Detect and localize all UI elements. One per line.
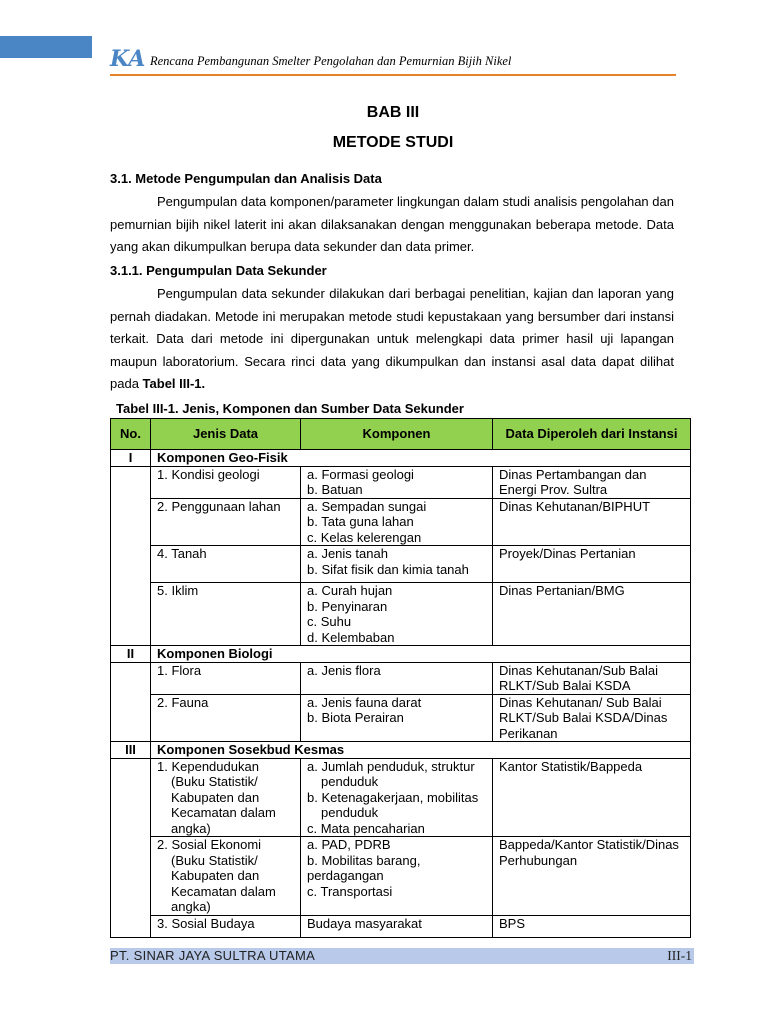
cell-komponen [301,546,493,583]
cell-instansi: Kantor Statistik/Bappeda [493,758,691,837]
cell-komponen [301,583,493,646]
komponen-item: b. Ketenagakerjaan, mobilitas penduduk [307,789,479,820]
komponen-item: c. Transportasi [307,883,393,899]
table-row [111,466,691,498]
section-number: III [111,742,151,759]
komponen-item: a. Formasi geologi [307,466,414,482]
section-title: Komponen Biologi [151,646,691,663]
komponen-item: b. Biota Perairan [307,710,404,725]
komponen-item: b. Sifat fisik dan kimia tanah [307,561,469,577]
komponen-item: b. Tata guna lahan [307,514,414,529]
table-row [111,583,691,646]
table-reference: Tabel III-1. [142,376,206,391]
section-heading-3-1: 3.1. Metode Pengumpulan dan Analisis Data [110,171,382,186]
section-number: I [111,450,151,467]
komponen-item: b. Batuan [307,482,363,497]
cell-jenis: 2. Penggunaan lahan [151,498,301,546]
cell-jenis: 4. Tanah [151,546,301,583]
cell-jenis: 5. Iklim [151,583,301,646]
cell-instansi: Dinas Pertambangan dan Energi Prov. Sultra [493,466,691,498]
komponen-item: a. Sempadan sungai [307,498,427,514]
cell-jenis [151,837,301,916]
cell-jenis: 1. Kondisi geologi [151,466,301,498]
cell-instansi: BPS [493,915,691,937]
ka-logo: KA [110,46,146,72]
table-row [111,546,691,583]
cell-komponen [301,498,493,546]
cell-komponen [301,837,493,916]
section-title: Komponen Geo-Fisik [151,450,691,467]
page-number: III-1 [667,948,692,963]
cell-instansi: Dinas Pertanian/BMG [493,583,691,646]
header-jenis-data: Jenis Data [151,419,301,450]
komponen-item: c. Mata pencaharian [307,820,425,836]
cell-jenis: 3. Sosial Budaya [151,915,301,937]
jenis-text: 1. Kependudukan (Buku Statistik/ Kabupaten dan Kecamatan dalam angka) [157,758,276,836]
komponen-item: a. Jenis flora [307,662,381,678]
paragraph-text: Pengumpulan data sekunder dilakukan dari berbagai penelitian, kajian dan laporan yang pernah diadakan. Metode ini merupakan metode studi kepustakaan yang bersumber dari instansi terkait. Data dari metode ini dipergunakan untuk melengkapi data primer hasil uji lapangan maupun laboratorium. Secara rinci data yang dikumpulkan dan instansi asal data dapat dilihat pada [110,286,674,391]
section-row [111,646,691,663]
cell-komponen [301,915,493,937]
komponen-item: b. Mobilitas barang, perdagangan [307,852,421,883]
table-header-row [111,419,691,450]
header-komponen: Komponen [301,419,493,450]
empty-cell [111,662,151,742]
section-number: II [111,646,151,663]
section-row [111,742,691,759]
komponen-item: b. Penyinaran [307,598,388,614]
jenis-text: 2. Sosial Ekonomi (Buku Statistik/ Kabupaten dan Kecamatan dalam angka) [157,837,276,914]
empty-cell [111,758,151,937]
table-caption: Tabel III-1. Jenis, Komponen dan Sumber Data Sekunder [116,401,464,416]
cell-instansi: Dinas Kehutanan/ Sub Balai RLKT/Sub Balai KSDA/Dinas Perikanan [493,694,691,742]
footer-company: PT. SINAR JAYA SULTRA UTAMA [110,948,316,963]
table-row [111,694,691,742]
cell-jenis [151,758,301,837]
table-row [111,758,691,837]
komponen-item: d. Kelembaban [307,629,395,645]
table-row [111,837,691,916]
cell-komponen [301,758,493,837]
cell-komponen [301,466,493,498]
page-header [110,46,676,76]
chapter-title: METODE STUDI [332,134,454,151]
document-title: Rencana Pembangunan Smelter Pengolahan dan Pemurnian Bijih Nikel [150,54,512,68]
table-row [111,915,691,937]
komponen-item: a. Jenis tanah [307,546,388,561]
section-title: Komponen Sosekbud Kesmas [151,742,691,759]
corner-accent-bar [0,36,92,58]
table-row [111,498,691,546]
section-heading-3-1-1: 3.1.1. Pengumpulan Data Sekunder [110,263,327,278]
secondary-data-table [110,418,691,938]
komponen-item: a. PAD, PDRB [307,837,391,852]
section-paragraph-3-1 [110,191,674,259]
cell-instansi: Bappeda/Kantor Statistik/Dinas Perhubungan [493,837,691,916]
komponen-item: Budaya masyarakat [307,915,422,931]
cell-komponen [301,662,493,694]
paragraph-text: Pengumpulan data komponen/parameter lingkungan dalam studi analisis pengolahan dan pemurnian bijih nikel laterit ini akan dilaksanakan dengan menggunakan beberapa metode. Data yang akan dikumpulkan berupa data sekunder dan data primer. [110,194,674,254]
cell-instansi: Dinas Kehutanan/BIPHUT [493,498,691,546]
section-paragraph-3-1-1 [110,283,674,396]
page-footer [110,948,694,964]
komponen-item: a. Curah hujan [307,583,393,598]
cell-instansi: Proyek/Dinas Pertanian [493,546,691,583]
header-no: No. [111,419,151,450]
table-row [111,662,691,694]
empty-cell [111,466,151,646]
section-row [111,450,691,467]
cell-jenis: 2. Fauna [151,694,301,742]
komponen-item: c. Suhu [307,614,352,629]
cell-komponen [301,694,493,742]
komponen-item: a. Jumlah penduduk, struktur penduduk [307,758,475,789]
komponen-item: a. Jenis fauna darat [307,694,422,710]
cell-instansi: Dinas Kehutanan/Sub Balai RLKT/Sub Balai KSDA [493,662,691,694]
cell-jenis: 1. Flora [151,662,301,694]
komponen-item: c. Kelas kelerengan [307,529,422,545]
header-instansi: Data Diperoleh dari Instansi [493,419,691,450]
chapter-number: BAB III [366,104,420,121]
